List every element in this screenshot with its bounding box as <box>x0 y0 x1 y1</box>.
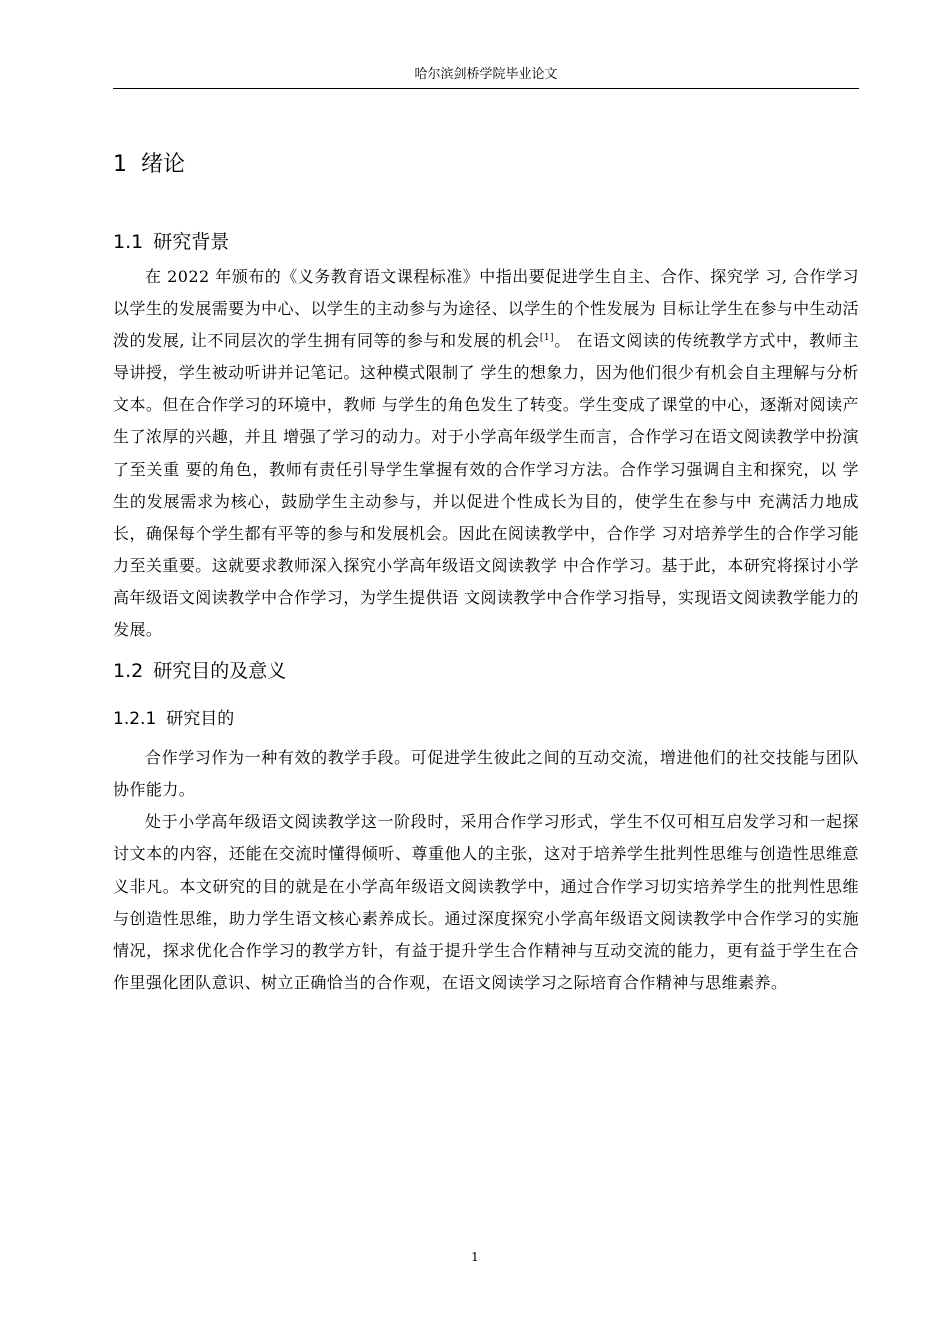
background-paragraph <box>113 261 859 646</box>
page-number: 1 <box>471 1250 479 1264</box>
section-title: 研究背景 <box>153 231 230 253</box>
background-text-part-2: 。 在语文阅读的传统教学方式中，教师主导讲授，学生被动听讲并记笔记。这种模式限制了 学生的想象力，因为他们很少有机会自主理解与分析文本。但在合作学习的环境中，教师 与学生的角色发生了转变。学生变成了课堂的中心，逐渐对阅读产生了浓厚的兴趣，并且 增强了学习的动力。对于小学高年级学生而言，合作学习在语文阅读教学中扮演了至关重 要的角色，教师有责任引导学生掌握有效的合作学习方法。合作学习强调自主和探究，以 学生的发展需求为核心，鼓励学生主动参与，并以促进个性成长为目的，使学生在参与中 充满活力地成长，确保每个学生都有平等的参与和发展机会。因此在阅读教学中，合作学 习对培养学生的合作学习能力至关重要。这就要求教师深入探究小学高年级语文阅读教学 中合作学习。基于此，本研究将探讨小学高年级语文阅读教学中合作学习，为学生提供语 文阅读教学中合作学习指导，实现语文阅读教学能力的发展。 <box>113 331 859 640</box>
chapter-number: 1 <box>113 152 127 177</box>
subsection-title: 研究目的 <box>166 709 235 730</box>
purpose-paragraph-1: 合作学习作为一种有效的教学手段。可促进学生彼此之间的互动交流，增进他们的社交技能与团队协作能力。 <box>113 748 859 800</box>
section-heading-1-1 <box>113 223 859 261</box>
section-number: 1.1 <box>113 231 144 253</box>
chapter-title: 绪论 <box>141 152 186 177</box>
background-text-part-1: 在 2022 年颁布的《义务教育语文课程标准》中指出要促进学生自主、合作、探究学 习, 合作学习以学生的发展需要为中心、以学生的主动参与为途径、以学生的个性发展为 目标让学生在参与中生动活泼的发展, 让不同层次的学生拥有同等的参与和发展的机会 <box>113 267 859 351</box>
subsection-heading-1-2-1 <box>113 696 859 742</box>
subsection-number: 1.2.1 <box>113 709 157 730</box>
running-header: 哈尔滨剑桥学院毕业论文 <box>414 67 558 82</box>
section-heading-1-2 <box>113 646 859 696</box>
header-divider <box>113 88 859 89</box>
purpose-paragraph-2: 处于小学高年级语文阅读教学这一阶段时，采用合作学习形式，学生不仅可相互启发学习和一起探讨文本的内容，还能在交流时懂得倾听、尊重他人的主张，这对于培养学生批判性思维与创造性思维意义非凡。本文研究的目的就是在小学高年级语文阅读教学中，通过合作学习切实培养学生的批判性思维与创造性思维，助力学生语文核心素养成长。通过深度探究小学高年级语文阅读教学中合作学习的实施情况，探求优化合作学习的教学方针，有益于提升学生合作精神与互动交流的能力，更有益于学生在合作里强化团队意识、树立正确恰当的合作观，在语文阅读学习之际培育合作精神与思维素养。 <box>113 812 859 992</box>
document-body <box>113 140 859 999</box>
citation-marker: [1] <box>539 333 555 344</box>
chapter-heading <box>113 140 859 190</box>
section-number: 1.2 <box>113 660 144 683</box>
section-title: 研究目的及意义 <box>153 660 287 683</box>
